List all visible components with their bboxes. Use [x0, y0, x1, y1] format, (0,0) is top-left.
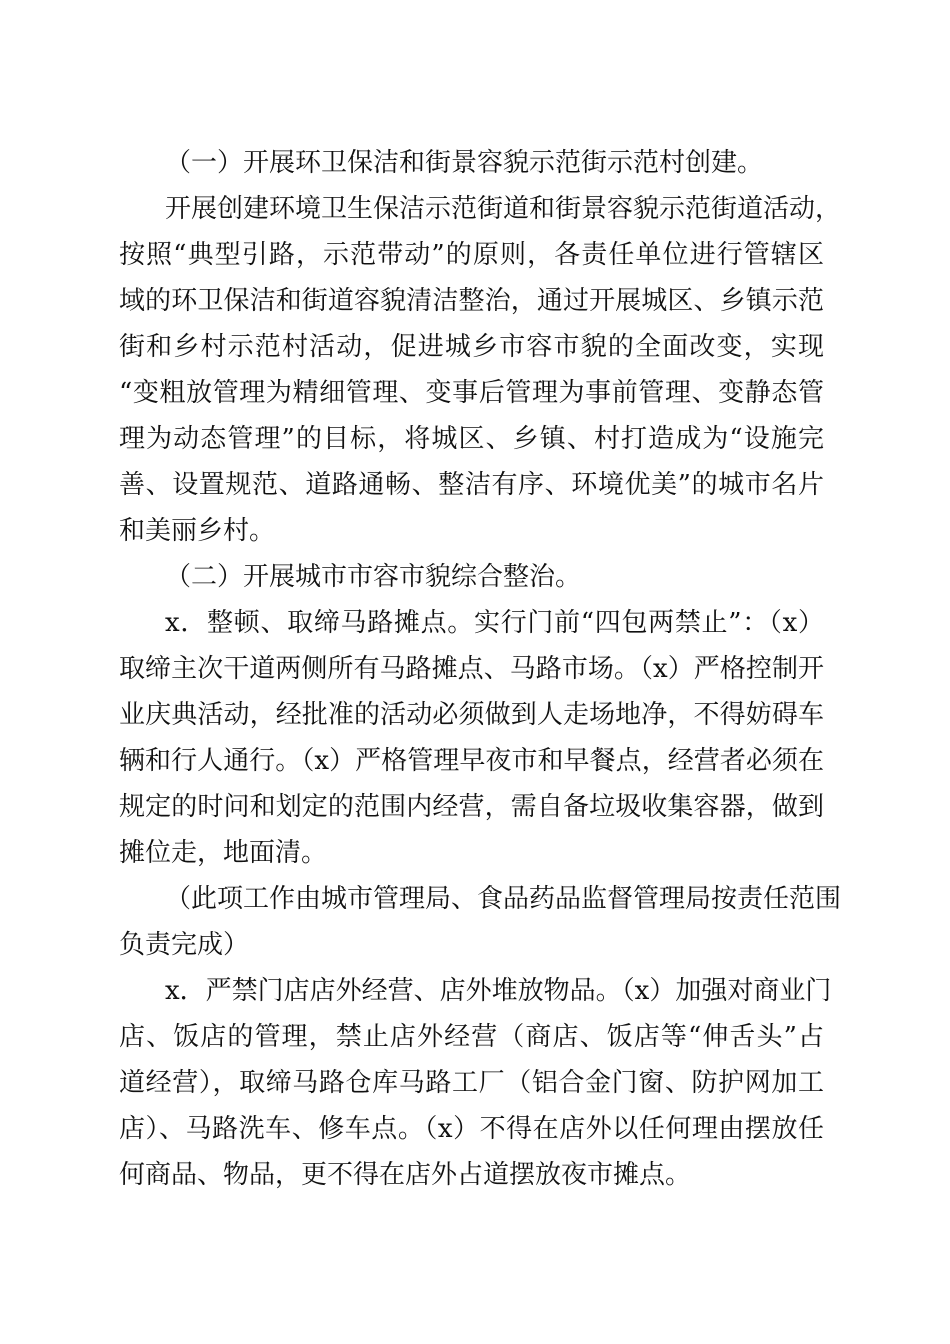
paragraph-line: 理为动态管理”的目标，将城区、乡镇、村打造成为“设施完	[119, 424, 824, 454]
paragraph-line: 业庆典活动，经批准的活动必须做到人走场地净，不得妨碍车	[119, 700, 824, 730]
paragraph-line: 取缔主次干道两侧所有马路摊点、马路市场。（x）严格控制开	[119, 654, 824, 684]
paragraph-line: x．整顿、取缔马路摊点。实行门前“四包两禁止”：（x）	[165, 608, 824, 638]
paragraph-line: 按照“典型引路，示范带动”的原则，各责任单位进行管辖区	[119, 240, 824, 270]
paragraph-line: 善、设置规范、道路通畅、整洁有序、环境优美”的城市名片	[119, 470, 824, 500]
paragraph-line: 开展创建环境卫生保洁示范街道和街景容貌示范街道活动，	[165, 194, 842, 224]
paragraph-line: 和美丽乡村。	[119, 516, 276, 546]
paragraph-line: 摊位走，地面清。	[119, 838, 328, 868]
note-line: （此项工作由城市管理局、食品药品监督管理局按责任范围	[165, 884, 842, 914]
paragraph-line: 辆和行人通行。（x）严格管理早夜市和早餐点，经营者必须在	[119, 746, 824, 776]
paragraph-line: 街和乡村示范村活动，促进城乡市容市貌的全面改变，实现	[119, 332, 824, 362]
paragraph-line: 域的环卫保洁和街道容貌清洁整治，通过开展城区、乡镇示范	[119, 286, 824, 316]
paragraph-line: 何商品、物品，更不得在店外占道摆放夜市摊点。	[119, 1160, 692, 1190]
paragraph-line: 道经营），取缔马路仓库马路工厂（铝合金门窗、防护网加工	[119, 1068, 824, 1098]
paragraph-line: 店、饭店的管理，禁止店外经营（商店、饭店等“伸舌头”占	[119, 1022, 824, 1052]
section-heading-1: （一）开展环卫保洁和街景容貌示范街示范村创建。	[165, 148, 764, 178]
paragraph-line: x．严禁门店店外经营、店外堆放物品。（x）加强对商业门	[165, 976, 832, 1006]
paragraph-line: 规定的时问和划定的范围内经营，需自备垃圾收集容器，做到	[119, 792, 824, 822]
section-heading-2: （二）开展城市市容市貌综合整治。	[165, 562, 582, 592]
note-line: 负责完成）	[119, 930, 250, 960]
paragraph-line: “变粗放管理为精细管理、变事后管理为事前管理、变静态管	[119, 378, 824, 408]
paragraph-line: 店）、马路洗车、修车点。（x）不得在店外以任何理由摆放任	[119, 1114, 824, 1144]
